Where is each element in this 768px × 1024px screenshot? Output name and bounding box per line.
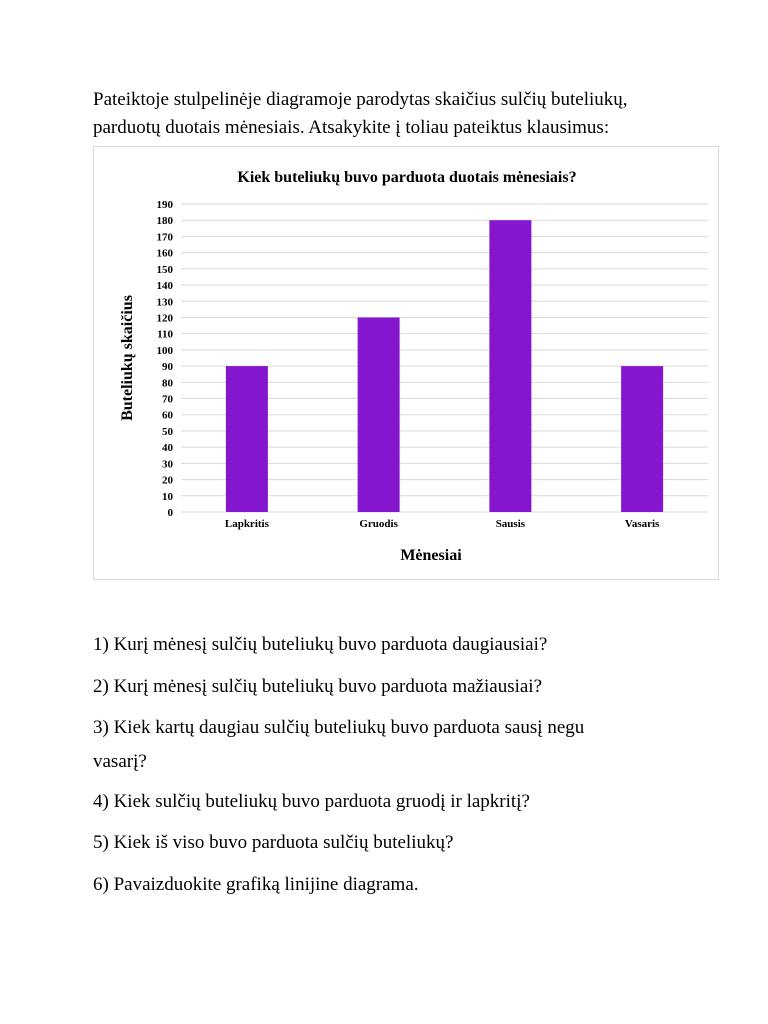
y-tick-label: 190 xyxy=(156,199,173,211)
question-2: 2) Kurį mėnesį sulčių buteliukų buvo parduota mažiausiai? xyxy=(93,676,543,697)
y-tick-labels xyxy=(157,199,174,519)
x-tick-label: Gruodis xyxy=(359,518,398,530)
y-tick-label: 80 xyxy=(162,377,173,390)
intro-line-2: parduotų duotais mėnesiais. Atsakykite į toliau pateiktus klausimus: xyxy=(93,117,610,138)
intro-paragraph xyxy=(93,86,733,142)
bar-gruodis xyxy=(358,317,400,512)
x-tick-label: Lapkritis xyxy=(224,518,269,530)
bar-chart xyxy=(93,146,719,580)
x-tick-label: Sausis xyxy=(495,518,526,530)
y-tick-label: 140 xyxy=(156,280,173,293)
y-axis-label: Buteliukų skaičius xyxy=(119,295,136,421)
y-tick-label: 60 xyxy=(162,409,173,422)
y-tick-label: 20 xyxy=(162,474,173,487)
y-tick-label: 100 xyxy=(156,344,173,357)
y-tick-label: 40 xyxy=(162,442,173,455)
bar-sausis xyxy=(489,220,531,512)
x-tick-label: Vasaris xyxy=(624,518,660,530)
y-tick-label: 150 xyxy=(156,263,173,276)
y-tick-label: 110 xyxy=(157,328,173,341)
y-tick-label: 10 xyxy=(162,490,173,503)
bar-lapkritis xyxy=(226,366,268,512)
y-tick-label: 160 xyxy=(156,247,173,260)
y-tick-label: 0 xyxy=(167,507,173,519)
y-tick-label: 180 xyxy=(156,215,173,228)
x-tick-labels xyxy=(225,518,660,530)
y-tick-label: 170 xyxy=(156,231,173,244)
y-tick-label: 90 xyxy=(162,361,173,374)
intro-line-1: Pateiktoje stulpelinėje diagramoje parodytas skaičius sulčių buteliukų, xyxy=(93,89,628,110)
y-tick-label: 50 xyxy=(162,425,173,438)
chart-title: Kiek buteliukų buvo parduota duotais mėnesiais? xyxy=(237,169,577,186)
y-tick-label: 130 xyxy=(156,296,173,309)
question-1: 1) Kurį mėnesį sulčių buteliukų buvo parduota daugiausiai? xyxy=(93,634,548,655)
y-tick-label: 120 xyxy=(156,312,173,325)
bar-vasaris xyxy=(621,366,663,512)
y-tick-label: 30 xyxy=(162,458,173,471)
question-3-continued: vasarį? xyxy=(93,751,147,772)
question-5: 5) Kiek iš viso buvo parduota sulčių buteliukų? xyxy=(93,832,454,853)
y-tick-label: 70 xyxy=(162,393,173,406)
chart-canvas xyxy=(94,147,720,581)
question-6: 6) Pavaizduokite grafiką linijine diagrama. xyxy=(93,874,419,895)
question-3: 3) Kiek kartų daugiau sulčių buteliukų buvo parduota sausį negu xyxy=(93,717,585,738)
question-4: 4) Kiek sulčių buteliukų buvo parduota gruodį ir lapkritį? xyxy=(93,791,530,812)
x-axis-label: Mėnesiai xyxy=(400,547,462,564)
